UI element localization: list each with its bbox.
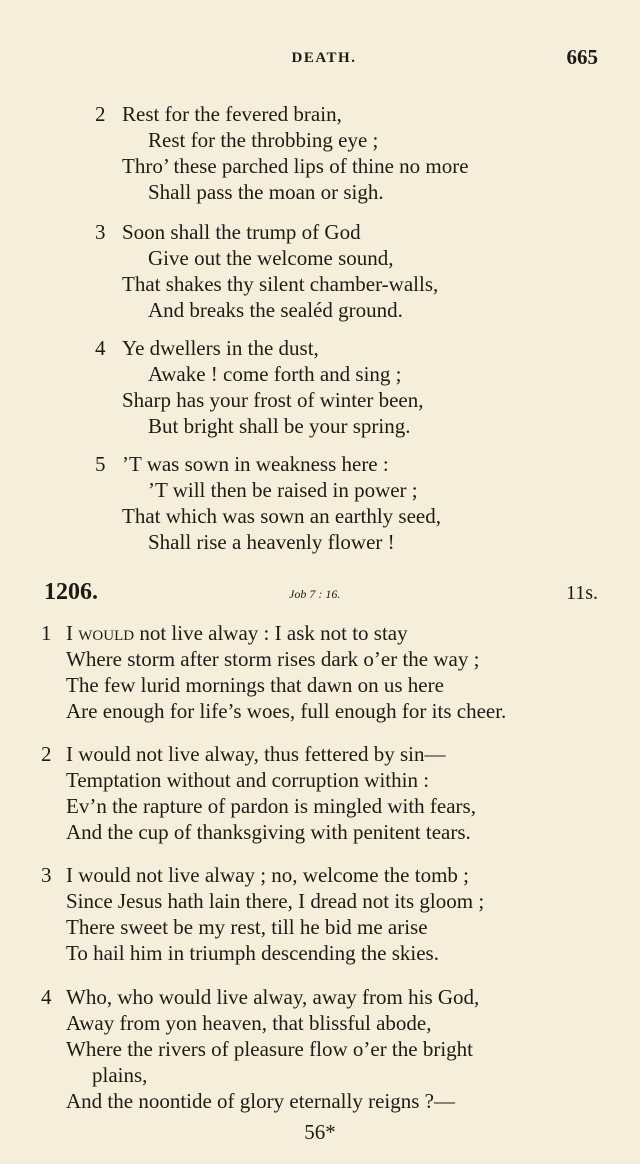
verse-line: Soon shall the trump of God	[122, 220, 361, 244]
hymn-meter: 11s.	[565, 582, 598, 604]
verse-line: ’T will then be raised in power ;	[148, 478, 418, 502]
verse-number: 4	[41, 985, 52, 1009]
verse-number: 5	[95, 452, 106, 476]
verse-line: Ye dwellers in the dust,	[122, 336, 319, 360]
verse-line: That shakes thy silent chamber-walls,	[122, 272, 439, 296]
verse-line: Where the rivers of pleasure flow o’er the bright	[66, 1037, 473, 1061]
verse-number: 4	[95, 336, 106, 360]
verse-line: And breaks the sealéd ground.	[148, 298, 403, 322]
verse-line: And the cup of thanksgiving with penitent tears.	[66, 820, 471, 844]
verse-line: Temptation without and corruption within :	[66, 768, 430, 792]
verse-line: Shall pass the moan or sigh.	[148, 180, 384, 204]
verse-line-start: I	[66, 621, 79, 645]
verse-line: Where storm after storm rises dark o’er the way ;	[66, 647, 480, 671]
verse-number: 2	[95, 102, 106, 126]
verse-line: Rest for the throbbing eye ;	[148, 128, 379, 152]
verse-line: I would not live alway ; no, welcome the tomb ;	[66, 863, 469, 887]
verse-line: Shall rise a heavenly flower !	[148, 530, 395, 554]
verse-line: Ev’n the rapture of pardon is mingled with fears,	[66, 794, 476, 818]
verse-line: The few lurid mornings that dawn on us here	[66, 673, 444, 697]
verse-number: 2	[41, 742, 52, 766]
verse-line-rest: not live alway : I ask not to stay	[134, 621, 408, 645]
verse-line: Rest for the fevered brain,	[122, 102, 342, 126]
hymn-number: 1206.	[44, 579, 98, 605]
verse-line: plains,	[92, 1063, 148, 1087]
verse-line: Sharp has your frost of winter been,	[122, 388, 424, 412]
scripture-reference: Job 7 : 16.	[289, 587, 341, 601]
verse-line: Give out the welcome sound,	[148, 246, 394, 270]
signature-mark: 56*	[304, 1120, 336, 1144]
verse-line: Who, who would live alway, away from his God,	[66, 985, 480, 1009]
verse-line: There sweet be my rest, till he bid me arise	[66, 915, 428, 939]
verse-line: And the noontide of glory eternally reigns ?—	[66, 1089, 455, 1113]
verse-line: I would not live alway, thus fettered by sin—	[66, 742, 446, 766]
verse-line: ’T was sown in weakness here :	[122, 452, 389, 476]
small-caps-word: would	[78, 621, 135, 645]
verse-line: Thro’ these parched lips of thine no more	[122, 154, 469, 178]
verse-line: That which was sown an earthly seed,	[122, 504, 441, 528]
verse-line: Since Jesus hath lain there, I dread not its gloom ;	[66, 889, 485, 913]
verse-number: 1	[41, 621, 52, 645]
page-number: 665	[566, 45, 598, 69]
verse-line: Are enough for life’s woes, full enough for its cheer.	[66, 699, 507, 723]
verse-line	[66, 623, 408, 644]
verse-number: 3	[41, 863, 52, 887]
verse-line: But bright shall be your spring.	[148, 414, 411, 438]
verse-line: Away from yon heaven, that blissful abode,	[66, 1011, 432, 1035]
verse-line: Awake ! come forth and sing ;	[148, 362, 402, 386]
verse-line: To hail him in triumph descending the skies.	[66, 941, 439, 965]
verse-number: 3	[95, 220, 106, 244]
running-title: DEATH.	[291, 50, 357, 66]
